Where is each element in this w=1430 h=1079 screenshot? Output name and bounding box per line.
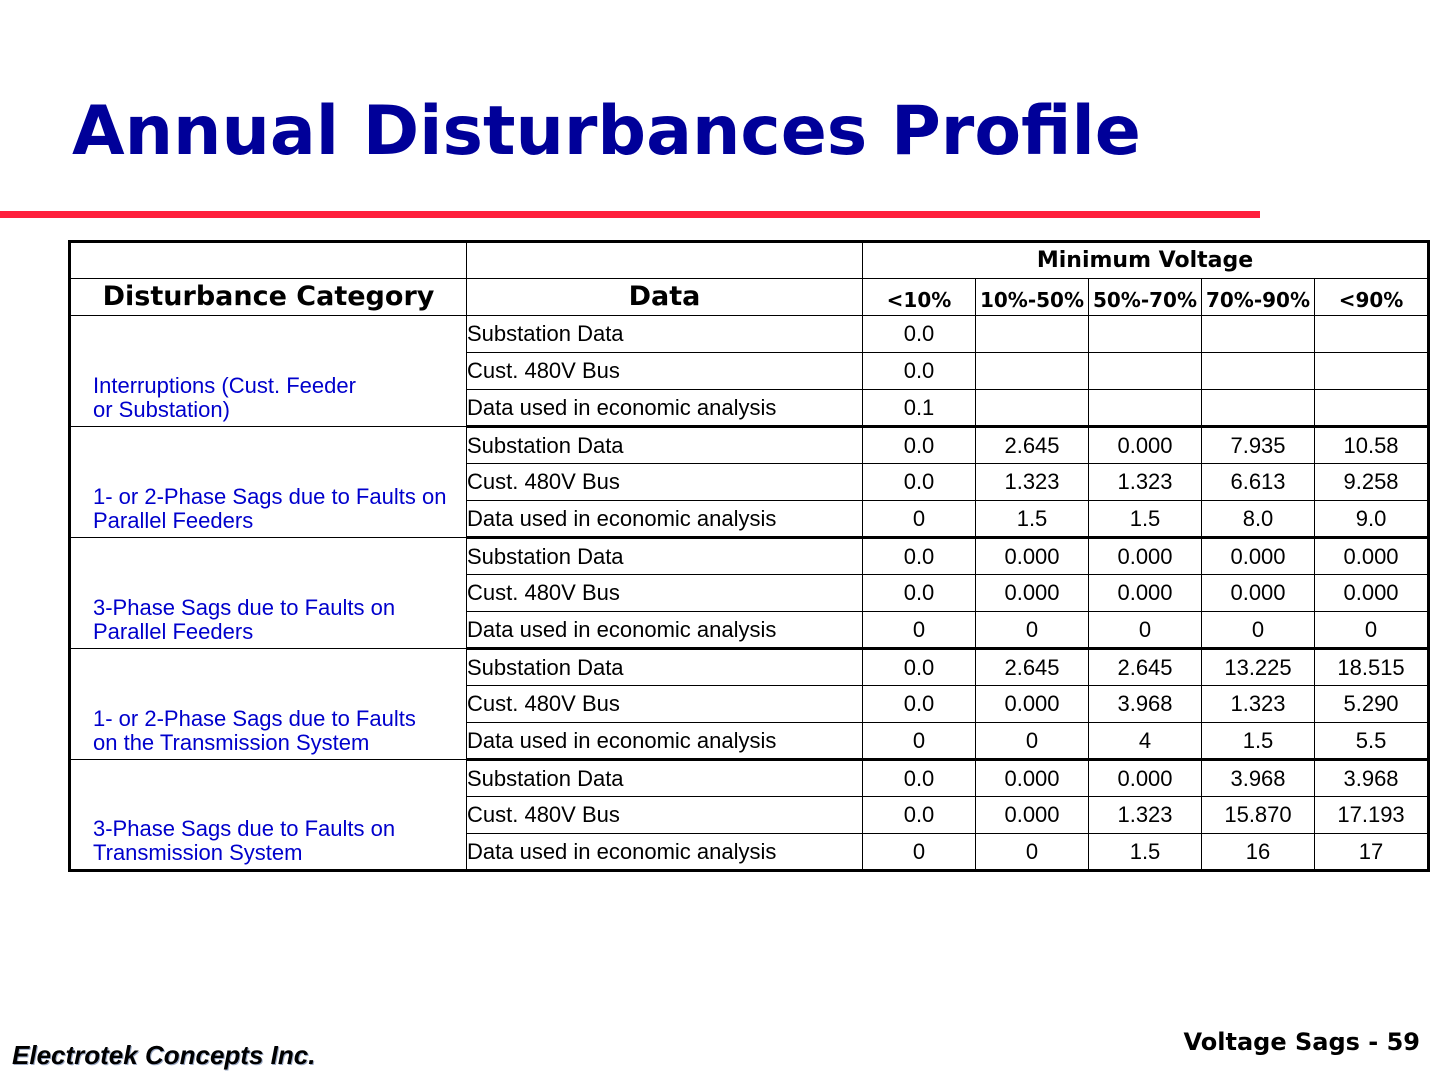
value-cell: 6.613: [1202, 464, 1315, 501]
value-cell: 0.000: [1089, 538, 1202, 575]
value-cell: 9.258: [1315, 464, 1429, 501]
value-cell: 0: [976, 612, 1089, 649]
value-cell: 0: [1315, 612, 1429, 649]
value-cell: 3.968: [1089, 686, 1202, 723]
value-cell: 17: [1315, 834, 1429, 871]
value-cell: 16: [1202, 834, 1315, 871]
value-cell: 2.645: [1089, 649, 1202, 686]
value-cell: 1.5: [1202, 723, 1315, 760]
data-label: Substation Data: [467, 316, 863, 353]
header-col-50-70: 50%-70%: [1089, 279, 1202, 316]
value-cell: 15.870: [1202, 797, 1315, 834]
value-cell: 17.193: [1315, 797, 1429, 834]
value-cell: 0: [863, 723, 976, 760]
header-empty-category: [70, 242, 467, 279]
title-divider: [0, 211, 1260, 218]
value-cell: 0: [1089, 612, 1202, 649]
page-title: Annual Disturbances Profile: [72, 92, 1141, 171]
header-row-columns: [70, 279, 1429, 316]
value-cell: 18.515: [1315, 649, 1429, 686]
value-cell: [976, 353, 1089, 390]
category-line: Parallel Feeders: [93, 619, 254, 644]
value-cell: 0.0: [863, 316, 976, 353]
value-cell: 2.645: [976, 427, 1089, 464]
data-label: Cust. 480V Bus: [467, 575, 863, 612]
data-label: Cust. 480V Bus: [467, 797, 863, 834]
category-line: 1- or 2-Phase Sags due to Faults: [93, 706, 416, 731]
value-cell: 1.323: [976, 464, 1089, 501]
value-cell: 5.290: [1315, 686, 1429, 723]
table-row: [70, 316, 1429, 353]
category-line: 3-Phase Sags due to Faults on: [93, 816, 396, 841]
data-label: Data used in economic analysis: [467, 612, 863, 649]
page-number: Voltage Sags - 59: [1183, 1028, 1420, 1056]
table-row: [70, 760, 1429, 797]
category-cell: [70, 427, 467, 538]
value-cell: 0: [976, 834, 1089, 871]
data-label: Data used in economic analysis: [467, 834, 863, 871]
value-cell: [1315, 353, 1429, 390]
value-cell: [976, 390, 1089, 427]
value-cell: 13.225: [1202, 649, 1315, 686]
value-cell: 1.5: [1089, 834, 1202, 871]
category-cell: [70, 538, 467, 649]
header-minimum-voltage: Minimum Voltage: [863, 242, 1429, 279]
value-cell: 8.0: [1202, 501, 1315, 538]
value-cell: [1202, 390, 1315, 427]
table-row: [70, 538, 1429, 575]
value-cell: 0.000: [1089, 427, 1202, 464]
value-cell: 0.000: [1202, 575, 1315, 612]
value-cell: 5.5: [1315, 723, 1429, 760]
header-col-70-90: 70%-90%: [1202, 279, 1315, 316]
value-cell: 0.000: [1202, 538, 1315, 575]
value-cell: 1.5: [1089, 501, 1202, 538]
data-label: Substation Data: [467, 760, 863, 797]
header-col-lt90: <90%: [1315, 279, 1429, 316]
value-cell: 1.323: [1202, 686, 1315, 723]
header-disturbance-category: Disturbance Category: [70, 279, 467, 316]
category-cell: [70, 760, 467, 871]
data-label: Cust. 480V Bus: [467, 464, 863, 501]
data-label: Substation Data: [467, 427, 863, 464]
value-cell: 0.000: [1315, 575, 1429, 612]
value-cell: 10.58: [1315, 427, 1429, 464]
value-cell: 0.0: [863, 760, 976, 797]
value-cell: [1202, 353, 1315, 390]
table-body: [70, 316, 1429, 871]
category-line: Interruptions (Cust. Feeder: [93, 373, 356, 398]
value-cell: 0: [976, 723, 1089, 760]
value-cell: 2.645: [976, 649, 1089, 686]
value-cell: 9.0: [1315, 501, 1429, 538]
category-line: on the Transmission System: [93, 730, 370, 755]
data-label: Data used in economic analysis: [467, 501, 863, 538]
data-label: Substation Data: [467, 649, 863, 686]
value-cell: 0.000: [1315, 538, 1429, 575]
data-label: Cust. 480V Bus: [467, 353, 863, 390]
category-line: 1- or 2-Phase Sags due to Faults on: [93, 484, 447, 509]
value-cell: 0.0: [863, 353, 976, 390]
category-line: or Substation): [93, 397, 230, 422]
data-label: Data used in economic analysis: [467, 723, 863, 760]
value-cell: 0.000: [976, 575, 1089, 612]
value-cell: 0.0: [863, 575, 976, 612]
value-cell: 0: [863, 834, 976, 871]
value-cell: 0: [863, 501, 976, 538]
category-line: Parallel Feeders: [93, 508, 254, 533]
value-cell: [1089, 353, 1202, 390]
value-cell: [1089, 390, 1202, 427]
value-cell: [1315, 390, 1429, 427]
table-row: [70, 649, 1429, 686]
value-cell: 0.000: [976, 797, 1089, 834]
value-cell: 0.0: [863, 686, 976, 723]
category-cell: [70, 316, 467, 427]
value-cell: 0.000: [976, 760, 1089, 797]
value-cell: 0.0: [863, 797, 976, 834]
value-cell: 0.000: [1089, 575, 1202, 612]
category-cell: [70, 649, 467, 760]
value-cell: 3.968: [1315, 760, 1429, 797]
header-empty-data: [467, 242, 863, 279]
value-cell: 0: [1202, 612, 1315, 649]
value-cell: 7.935: [1202, 427, 1315, 464]
value-cell: 0.0: [863, 649, 976, 686]
header-row-group: [70, 242, 1429, 279]
category-line: Transmission System: [93, 840, 303, 865]
value-cell: 1.323: [1089, 797, 1202, 834]
value-cell: 0.000: [976, 686, 1089, 723]
value-cell: [1315, 316, 1429, 353]
value-cell: 1.323: [1089, 464, 1202, 501]
data-label: Data used in economic analysis: [467, 390, 863, 427]
value-cell: 0.000: [976, 538, 1089, 575]
value-cell: 0: [863, 612, 976, 649]
category-line: 3-Phase Sags due to Faults on: [93, 595, 396, 620]
header-data: Data: [467, 279, 863, 316]
value-cell: 1.5: [976, 501, 1089, 538]
data-label: Substation Data: [467, 538, 863, 575]
value-cell: 0.0: [863, 538, 976, 575]
header-col-10-50: 10%-50%: [976, 279, 1089, 316]
value-cell: 0.0: [863, 427, 976, 464]
value-cell: 4: [1089, 723, 1202, 760]
company-name: Electrotek Concepts Inc.: [12, 1040, 316, 1070]
header-col-lt10: <10%: [863, 279, 976, 316]
value-cell: 0.1: [863, 390, 976, 427]
value-cell: [1089, 316, 1202, 353]
value-cell: 0.0: [863, 464, 976, 501]
disturbance-table: [68, 240, 1430, 872]
value-cell: [1202, 316, 1315, 353]
value-cell: [976, 316, 1089, 353]
value-cell: 0.000: [1089, 760, 1202, 797]
table-row: [70, 427, 1429, 464]
data-label: Cust. 480V Bus: [467, 686, 863, 723]
value-cell: 3.968: [1202, 760, 1315, 797]
